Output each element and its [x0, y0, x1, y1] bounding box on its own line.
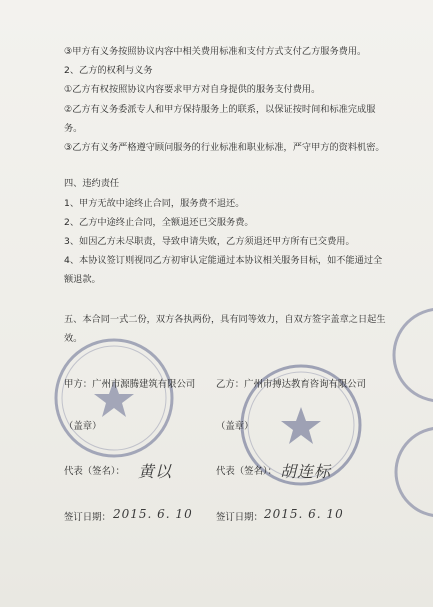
- clause-b-3: ③乙方有义务严格遵守顾问服务的行业标准和职业标准，严守甲方的资料机密。: [64, 142, 385, 153]
- seal-stamp-party-a: [52, 336, 176, 460]
- party-b-handwritten-signature: 胡连标: [280, 462, 332, 481]
- clause-b-1: ①乙方有权按照协议内容要求甲方对自身提供的服务支付费用。: [64, 84, 321, 95]
- section-five: 五、本合同一式二份，双方各执两份，具有同等效力，自双方签字盖章之日起生: [64, 314, 386, 325]
- clause-b-2-cont: 务。: [64, 123, 83, 134]
- clause-a-3: ③甲方有义务按照协议内容中相关费用标准和支付方式支付乙方服务费用。: [64, 46, 367, 57]
- seal-stamp-partial-right-top-graphic: [392, 300, 433, 410]
- seal-stamp-partial-right-bottom-graphic: [392, 420, 433, 530]
- seal-stamp-party-a-graphic: [52, 336, 176, 460]
- breach-item-4-cont: 额退款。: [64, 274, 101, 285]
- party-a-date-label: 签订日期：: [64, 512, 111, 523]
- party-a-rep-label: 代表（签名）：: [64, 466, 125, 477]
- breach-item-4: 4、本协议签订则视同乙方初审认定能通过本协议相关服务目标，如不能通过全: [64, 255, 383, 266]
- party-b-handwritten-date: 2015. 6. 10: [264, 507, 344, 521]
- seal-stamp-partial-right-top: [392, 300, 433, 410]
- party-b-rep-label: 代表（签名）：: [216, 466, 277, 477]
- party-b-seal-label: （盖章）: [216, 421, 254, 432]
- breach-item-3: 3、如因乙方未尽职责，导致申请失败，乙方须退还甲方所有已交费用。: [64, 236, 355, 247]
- clause-b-2: ②乙方有义务委派专人和甲方保持服务上的联系，以保证按时间和标准完成服: [64, 104, 376, 115]
- section-heading-party-b-rights: 2、乙方的权利与义务: [64, 65, 153, 76]
- section-five-cont: 效。: [64, 333, 83, 344]
- party-a-handwritten-signature: 黄以: [138, 462, 173, 481]
- breach-item-1: 1、甲方无故中途终止合同，服务费不退还。: [64, 198, 245, 209]
- breach-item-2: 2、乙方中途终止合同，全额退还已交服务费。: [64, 217, 254, 228]
- party-a-name: 甲方：广州市源腾建筑有限公司: [64, 379, 196, 390]
- seal-stamp-partial-right-bottom: [392, 420, 433, 530]
- party-b-name: 乙方：广州市搏达教育咨询有限公司: [216, 379, 367, 390]
- party-a-seal-label: （盖章）: [64, 421, 102, 432]
- party-a-handwritten-date: 2015. 6. 10: [113, 507, 193, 521]
- section-heading-breach: 四、违约责任: [64, 178, 120, 189]
- party-b-date-label: 签订日期：: [216, 512, 263, 523]
